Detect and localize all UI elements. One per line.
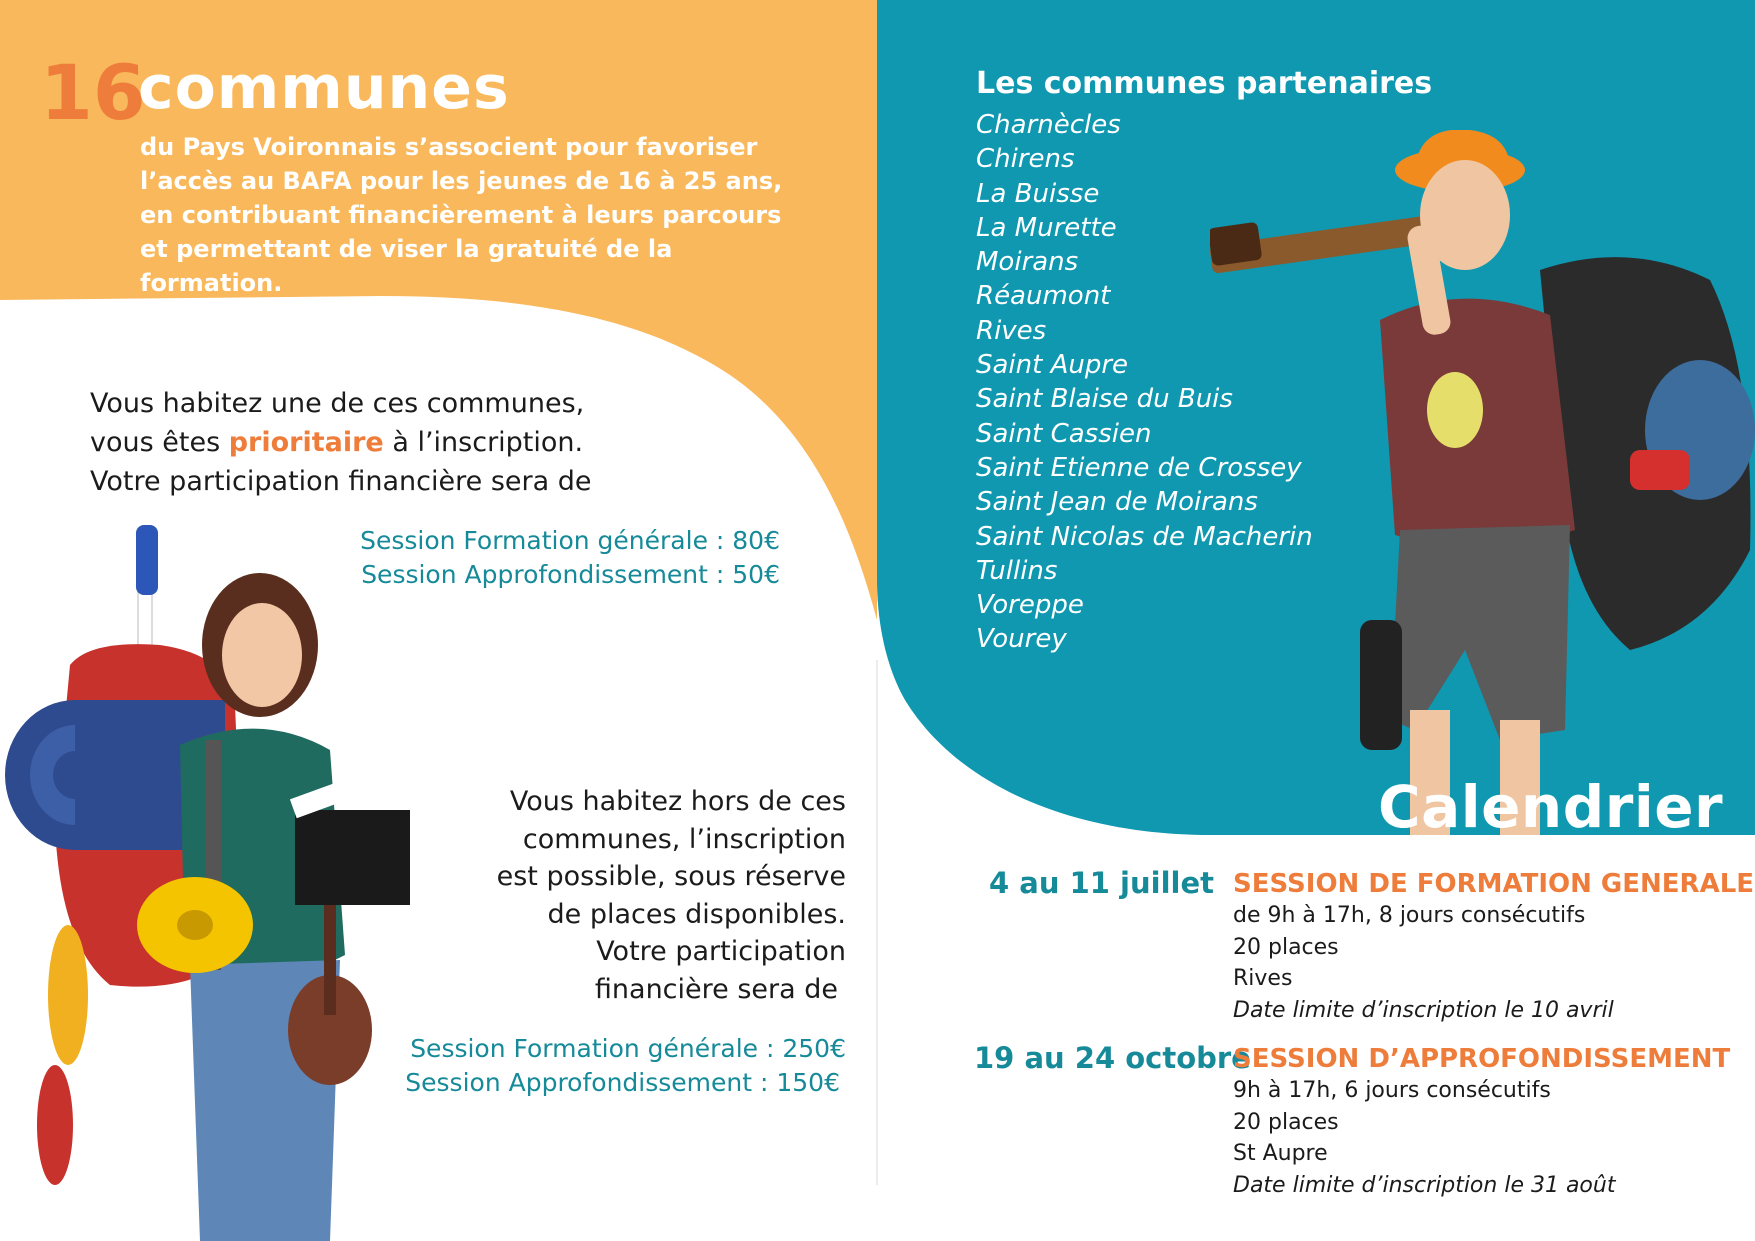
- priority-price-general: Session Formation générale : 80€: [360, 526, 780, 555]
- outside-line: Vous habitez hors de ces: [509, 786, 846, 817]
- outside-line: financière sera de: [594, 973, 838, 1005]
- session-title: SESSION D’APPROFONDISSEMENT: [1233, 1044, 1731, 1074]
- priority-line-2: [90, 423, 710, 462]
- session-date: 4 au 11 juillet: [989, 866, 1214, 900]
- partner-commune: Saint Jean de Moirans: [976, 487, 1258, 518]
- priority-line-2-end: à l’inscription.: [383, 427, 584, 458]
- partner-commune: Voreppe: [976, 590, 1084, 621]
- session-places: 20 places: [1233, 1109, 1339, 1135]
- communes-heading: communes: [138, 53, 510, 123]
- outside-price-general: Session Formation générale : 250€: [410, 1034, 846, 1063]
- session-details: [1233, 868, 1755, 1026]
- partner-commune: Saint Blaise du Buis: [976, 384, 1233, 415]
- woman-backpacker-photo: [0, 525, 420, 1241]
- session-hours: 9h à 17h, 6 jours consécutifs: [1233, 1078, 1551, 1103]
- partner-commune: Réaumont: [976, 281, 1111, 312]
- priority-price-approfondissement: Session Approfondissement : 50€: [361, 560, 780, 589]
- partner-commune: Saint Aupre: [976, 350, 1129, 381]
- outside-prices: [380, 1032, 846, 1100]
- outside-text: [440, 783, 846, 1008]
- outside-line: de places disponibles.: [547, 898, 846, 930]
- priority-line-2-start: vous êtes: [90, 427, 229, 458]
- session-date: 19 au 24 octobre: [974, 1041, 1251, 1075]
- outside-line: Votre participation: [596, 936, 846, 967]
- session-deadline: Date limite d’inscription le 31 août: [1233, 1172, 1616, 1198]
- session-title: SESSION DE FORMATION GENERALE: [1233, 869, 1755, 899]
- outside-price-approfondissement: Session Approfondissement : 150€: [405, 1068, 840, 1097]
- session-hours: de 9h à 17h, 8 jours consécutifs: [1233, 903, 1586, 928]
- communes-count: 16: [40, 48, 146, 137]
- session-places: 20 places: [1233, 934, 1339, 960]
- partner-commune: Moirans: [976, 247, 1079, 278]
- priority-line-1: Vous habitez une de ces communes,: [90, 388, 585, 419]
- session-location: Rives: [1233, 966, 1293, 991]
- partners-list: [976, 108, 1313, 657]
- partners-title: Les communes partenaires: [976, 66, 1433, 101]
- partner-commune: Saint Nicolas de Macherin: [976, 521, 1313, 552]
- partner-commune: Rives: [976, 315, 1047, 346]
- session-details: [1233, 1043, 1731, 1201]
- priority-prices: [360, 524, 780, 592]
- outside-line: communes, l’inscription: [522, 823, 846, 855]
- priority-text: [90, 384, 710, 501]
- priority-highlight: prioritaire: [228, 427, 384, 458]
- partner-commune: Chirens: [976, 144, 1075, 175]
- partner-commune: La Buisse: [976, 178, 1100, 209]
- partner-commune: Vourey: [976, 624, 1067, 655]
- partner-commune: Tullins: [976, 555, 1058, 586]
- partner-commune: Saint Etienne de Crossey: [976, 452, 1302, 483]
- partner-commune: Charnècles: [976, 110, 1121, 140]
- session-deadline: Date limite d’inscription le 10 avril: [1233, 997, 1614, 1023]
- session-location: St Aupre: [1233, 1141, 1328, 1166]
- partner-commune: La Murette: [976, 212, 1117, 243]
- partner-commune: Saint Cassien: [976, 418, 1152, 449]
- intro-text: du Pays Voironnais s’associent pour favoriser l’accès au BAFA pour les jeunes de 16 à 25 ans, en contribuant financièrement à leurs parcours et permettant de viser la gratuité de la formation.: [140, 133, 783, 297]
- outside-line: est possible, sous réserve: [496, 861, 846, 892]
- priority-line-3: Votre participation financière sera de: [90, 466, 592, 497]
- calendar-title: Calendrier: [1378, 773, 1724, 841]
